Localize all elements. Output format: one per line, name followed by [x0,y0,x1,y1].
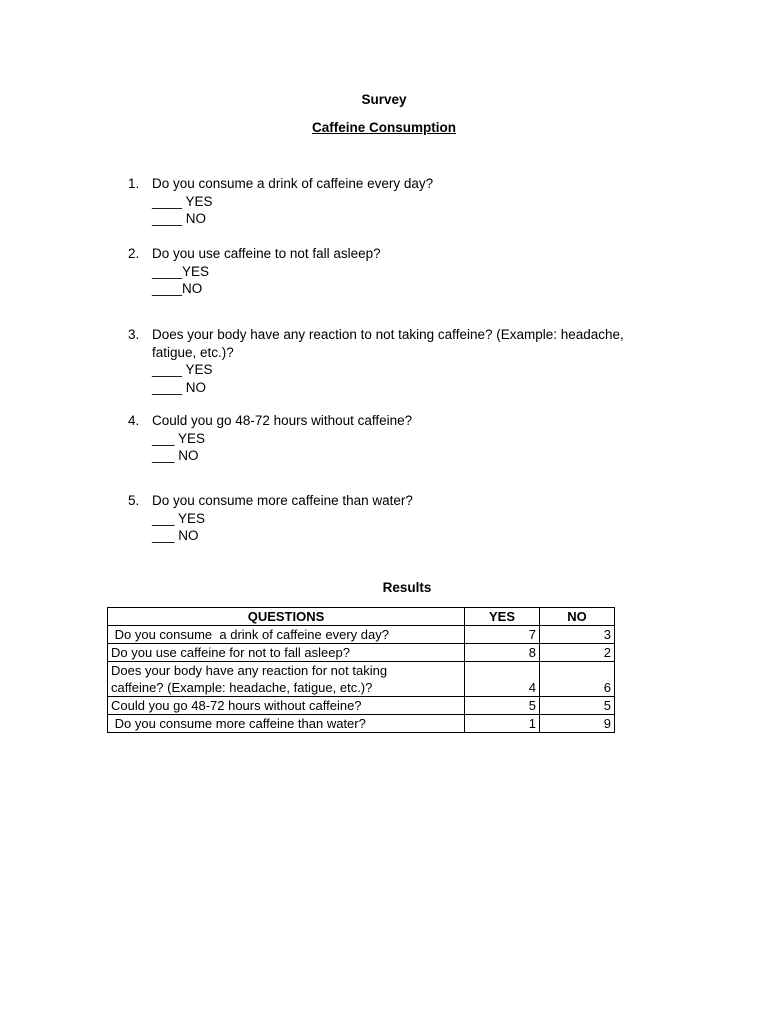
question-number: 2. [128,246,140,261]
row-yes-count: 7 [465,626,540,644]
header-questions: QUESTIONS [108,608,465,626]
row-question-line-2: caffeine? (Example: headache, fatigue, etc.)? [111,680,373,695]
question-number: 4. [128,413,140,428]
question-number: 1. [128,176,140,191]
question-4 [128,412,668,465]
table-row [108,662,615,697]
row-yes-count: 4 [465,662,540,697]
row-no-count: 2 [540,644,615,662]
row-no-count: 5 [540,697,615,715]
option-no: ____ NO [152,211,207,226]
question-text: Does your body have any reaction to not taking caffeine? (Example: headache, [152,327,624,342]
row-no-count: 9 [540,715,615,733]
row-question [108,662,465,697]
option-yes: ___ YES [152,510,206,526]
page-subtitle [0,119,768,137]
question-3 [128,326,668,396]
question-2 [128,245,668,298]
page-title: Survey [361,92,407,107]
row-yes-count: 1 [465,715,540,733]
row-no-count: 3 [540,626,615,644]
question-5 [128,492,668,545]
table-header-row [108,608,615,626]
results-table [107,607,615,733]
row-question: Do you consume a drink of caffeine every day? [108,626,465,644]
option-yes: ___ YES [152,430,206,446]
question-number: 3. [128,327,140,342]
results-title: Results [382,580,432,595]
question-text: Could you go 48-72 hours without caffeine? [152,413,413,428]
question-text-line-2: fatigue, etc.)? [152,344,234,360]
option-yes: ____ YES [152,193,213,209]
subtitle-text: Caffeine Consumption [312,120,456,135]
question-text: Do you consume more caffeine than water? [152,493,413,508]
option-no: ___ NO [152,448,199,463]
row-yes-count: 8 [465,644,540,662]
row-question: Do you consume more caffeine than water? [108,715,465,733]
table-row [108,644,615,662]
question-text: Do you consume a drink of caffeine every day? [152,176,434,191]
row-question-line-1: Does your body have any reaction for not taking [111,663,388,678]
question-1 [128,175,668,228]
table-row [108,715,615,733]
row-question: Could you go 48-72 hours without caffeine? [108,697,465,715]
table-row [108,697,615,715]
option-yes: ____YES [152,263,210,279]
header-yes: YES [465,608,540,626]
option-no: ____ NO [152,379,207,395]
row-question: Do you use caffeine for not to fall asleep? [108,644,465,662]
question-number: 5. [128,493,140,508]
option-no: ____NO [152,281,203,296]
option-no: ___ NO [152,528,199,543]
row-no-count: 6 [540,662,615,697]
option-yes: ____ YES [152,362,213,377]
row-yes-count: 5 [465,697,540,715]
question-text: Do you use caffeine to not fall asleep? [152,246,381,261]
table-row [108,626,615,644]
header-no: NO [540,608,615,626]
